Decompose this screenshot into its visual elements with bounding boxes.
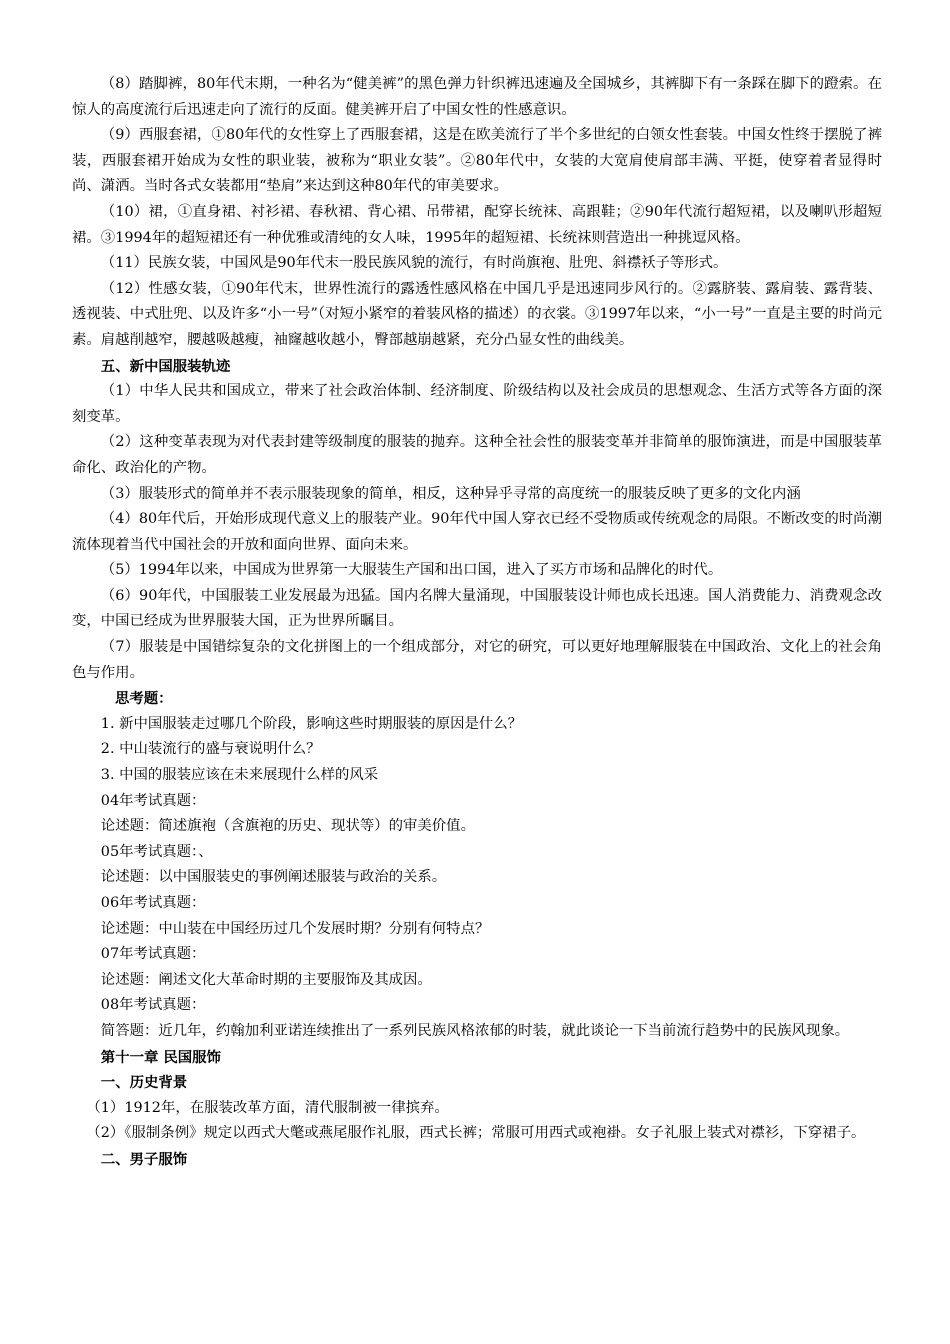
exam-year-label: 07年考试真题： [100, 946, 206, 963]
paragraph: （1）中华人民共和国成立，带来了社会政治体制、经济制度、阶级结构以及社会成员的思想观念、生活方式等各方面的深刻变革。 [72, 383, 882, 425]
paragraph: （4）80年代后，开始形成现代意义上的服装产业。90年代中国人穿衣已经不受物质或传统观念的局限。不断改变的时尚潮流体现着当代中国社会的开放和面向世界、面向未来。 [72, 511, 882, 553]
paragraph: （6）90年代，中国服装工业发展最为迅猛。国内名牌大量涌现，中国服装设计师也成长迅速。国人消费能力、消费观念改变，中国已经成为世界服装大国，正为世界所瞩目。 [72, 587, 882, 630]
exam-year-label: 08年考试真题： [100, 997, 206, 1014]
paragraph: （12）性感女装，①90年代末，世界性流行的露透性感风格在中国几乎是迅速同步风行的。②露脐装、露肩装、露背装、透视装、中式肚兜、以及许多“小一号”（对短小紧窄的着装风格的描述）的衣裳。③1997年以来，“小一号”一直是主要的时尚元素。肩越削越窄，腰越吸越瘦，袖窿越收越小，臀部越崩越紧，充分凸显女性的曲线美。 [72, 280, 882, 348]
chapter-heading: 第十一章 民国服饰 [100, 1048, 221, 1066]
paragraph: （11）民族女装，中国风是90年代末一股民族风貌的流行，有时尚旗袍、肚兜、斜襟袄子等形式。 [100, 255, 728, 272]
paragraph: （3）服装形式的简单并不表示服装现象的简单，相反，这种异乎寻常的高度统一的服装反映了更多的文化内涵 [100, 485, 801, 502]
paragraph: （2）《服制条例》规定以西式大氅或燕尾服作礼服，西式长裤；常服可用西式或袍褂。女子礼服上装式对襟衫，下穿裙子。 [86, 1125, 866, 1142]
paragraph: （2）这种变革表现为对代表封建等级制度的服装的抛弃。这种全社会性的服装变革并非简单的服饰演进，而是中国服装革命化、政治化的产物。 [72, 434, 882, 476]
paragraph: （5）1994年以来，中国成为世界第一大服装生产国和出口国，进入了买方市场和品牌化的时代。 [100, 562, 723, 579]
section-heading: 五、新中国服装轨迹 [100, 357, 231, 375]
exam-question: 简答题：近几年，约翰加利亚诺连续推出了一系列民族风格浓郁的时装，就此谈论一下当前流行趋势中的民族风现象。 [100, 1022, 850, 1039]
paragraph: （1）1912年，在服装改革方面，清代服制被一律摈弃。 [86, 1099, 449, 1116]
exam-question: 论述题：中山装在中国经历过几个发展时期？分别有何特点？ [100, 920, 490, 937]
paragraph: （10）裙，①直身裙、衬衫裙、春秋裙、背心裙、吊带裙，配穿长统袜、高跟鞋；②90年代流行超短裙，以及喇叭形超短裙。③1994年的超短裙还有一种优雅或清纯的女人味，1995年的超短裙、长统袜则营造出一种挑逗风格。 [72, 203, 882, 246]
question-item: 3. 中国的服装应该在未来展现什么样的风采 [100, 767, 379, 784]
exam-question: 论述题：阐述文化大革命时期的主要服饰及其成因。 [100, 971, 432, 988]
question-item: 1. 新中国服装走过哪几个阶段，影响这些时期服装的原因是什么？ [100, 715, 523, 732]
paragraph: （7）服装是中国错综复杂的文化拼图上的一个组成部分，对它的研究，可以更好地理解服装在中国政治、文化上的社会角色与作用。 [72, 639, 882, 681]
exam-year-label: 04年考试真题： [100, 792, 206, 809]
paragraph: （9）西服套裙，①80年代的女性穿上了西服套裙，这是在欧美流行了半个多世纪的白领女性套装。中国女性终于摆脱了裤装，西服套裙开始成为女性的职业装，被称为“职业女装”。②80年代中，女装的大宽肩使肩部丰满、平挺，使穿着者显得时尚、潇洒。当时各式女装都用“垫肩”来达到这种80年代的审美要求。 [72, 127, 882, 195]
exam-year-label: 05年考试真题：、 [100, 843, 213, 860]
exam-year-label: 06年考试真题： [100, 895, 206, 911]
paragraph: （8）踏脚裤，80年代末期，一种名为“健美裤”的黑色弹力针织裤迅速遍及全国城乡，其裤脚下有一条踩在脚下的蹬索。在惊人的高度流行后迅速走向了流行的反面。健美裤开启了中国女性的性感意识。 [72, 76, 882, 118]
section-heading: 二、男子服饰 [100, 1150, 188, 1168]
exam-question: 论述题：以中国服装史的事例阐述服装与政治的关系。 [100, 869, 447, 886]
document-page [72, 72, 882, 1173]
questions-heading: 思考题： [115, 690, 173, 708]
section-heading: 一、历史背景 [100, 1074, 188, 1092]
question-item: 2. 中山装流行的盛与衰说明什么？ [100, 741, 321, 758]
exam-question: 论述题：简述旗袍（含旗袍的历史、现状等）的审美价值。 [100, 818, 475, 835]
